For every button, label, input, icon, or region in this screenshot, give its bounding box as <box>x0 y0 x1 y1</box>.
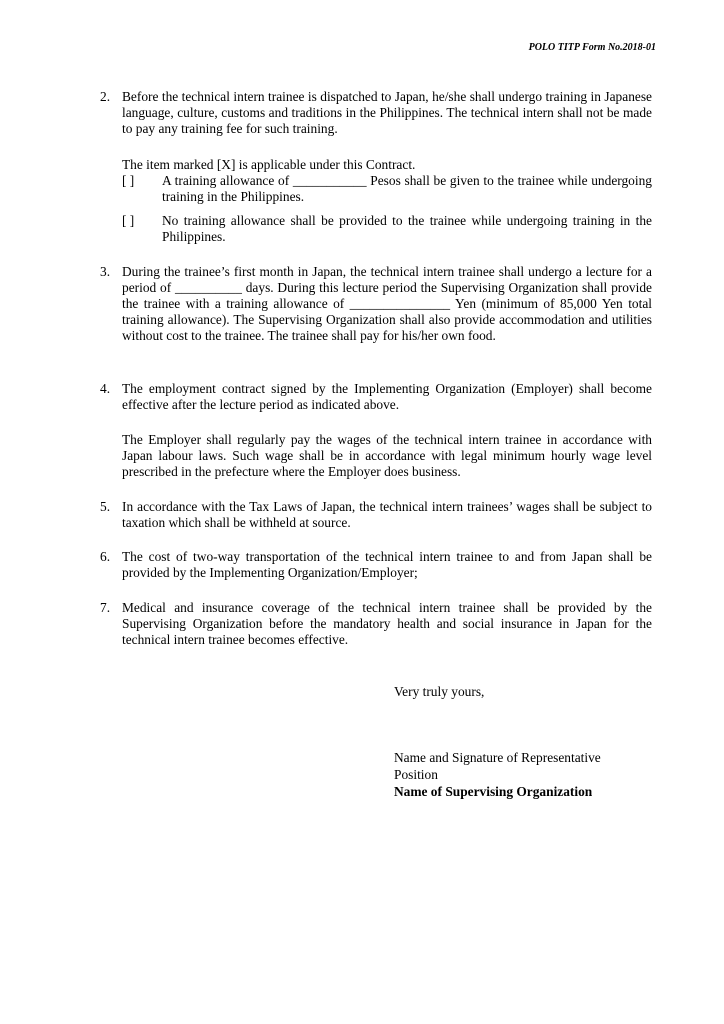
item-text: In accordance with the Tax Laws of Japan, the technical intern trainees’ wages shall be subject to taxation which shall be withheld at source. <box>122 499 652 530</box>
item-number: 4. <box>100 381 111 396</box>
item-number: 2. <box>100 89 111 104</box>
signature-line: Name and Signature of Representative <box>394 750 601 765</box>
item-number: 6. <box>100 549 111 564</box>
item-number: 3. <box>100 264 111 279</box>
item-text: The employment contract signed by the Implementing Organization (Employer) shall become effective after the lecture period as indicated above. <box>122 381 652 412</box>
item-3 <box>100 264 652 344</box>
form-number: POLO TITP Form No.2018-01 <box>528 42 656 53</box>
option-training-allowance <box>122 173 652 205</box>
item-5 <box>100 499 652 531</box>
options-intro: The item marked [X] is applicable under this Contract. <box>122 157 416 172</box>
item-4-wages-paragraph: The Employer shall regularly pay the wages of the technical intern trainee in accordance with Japan labour laws. Such wage shall be in accordance with legal minimum hourly wage level prescribed in the prefecture where the Employer does business. <box>122 432 652 479</box>
item-7 <box>100 600 652 648</box>
option-text: No training allowance shall be provided to the trainee while undergoing training in the Philippines. <box>162 213 652 244</box>
option-text: A training allowance of ___________ Pesos shall be given to the trainee while undergoing training in the Philippines. <box>162 173 652 204</box>
item-number: 7. <box>100 600 111 615</box>
position-line: Position <box>394 767 438 782</box>
item-number: 5. <box>100 499 111 514</box>
item-text: The cost of two-way transportation of the technical intern trainee to and from Japan shall be provided by the Implementing Organization/Employer; <box>122 549 652 580</box>
item-text: During the trainee’s first month in Japan, the technical intern trainee shall undergo a lecture for a period of __________ days. During this lecture period the Supervising Organization shall provide the trainee with a training allowance of _______________ Yen (minimum of 85,000 Yen total training allowance). The Supervising Organization shall also provide accommodation and utilities without cost to the trainee. The trainee shall pay for his/her own food. <box>122 264 652 343</box>
item-text: Before the technical intern trainee is dispatched to Japan, he/she shall undergo training in Japanese language, culture, customs and traditions in the Philippines. The technical intern shall not be made to pay any training fee for such training. <box>122 89 652 136</box>
checkbox-brackets: [ ] <box>122 213 135 228</box>
item-2 <box>100 89 652 137</box>
closing-salutation: Very truly yours, <box>394 684 485 699</box>
item-text: Medical and insurance coverage of the technical intern trainee shall be provided by the Supervising Organization before the mandatory health and social insurance in Japan for the technical intern trainee becomes effective. <box>122 600 652 647</box>
item-4 <box>100 381 652 413</box>
organization-line: Name of Supervising Organization <box>394 784 593 799</box>
option-no-training-allowance <box>122 213 652 245</box>
checkbox-brackets: [ ] <box>122 173 135 188</box>
item-6 <box>100 549 652 581</box>
